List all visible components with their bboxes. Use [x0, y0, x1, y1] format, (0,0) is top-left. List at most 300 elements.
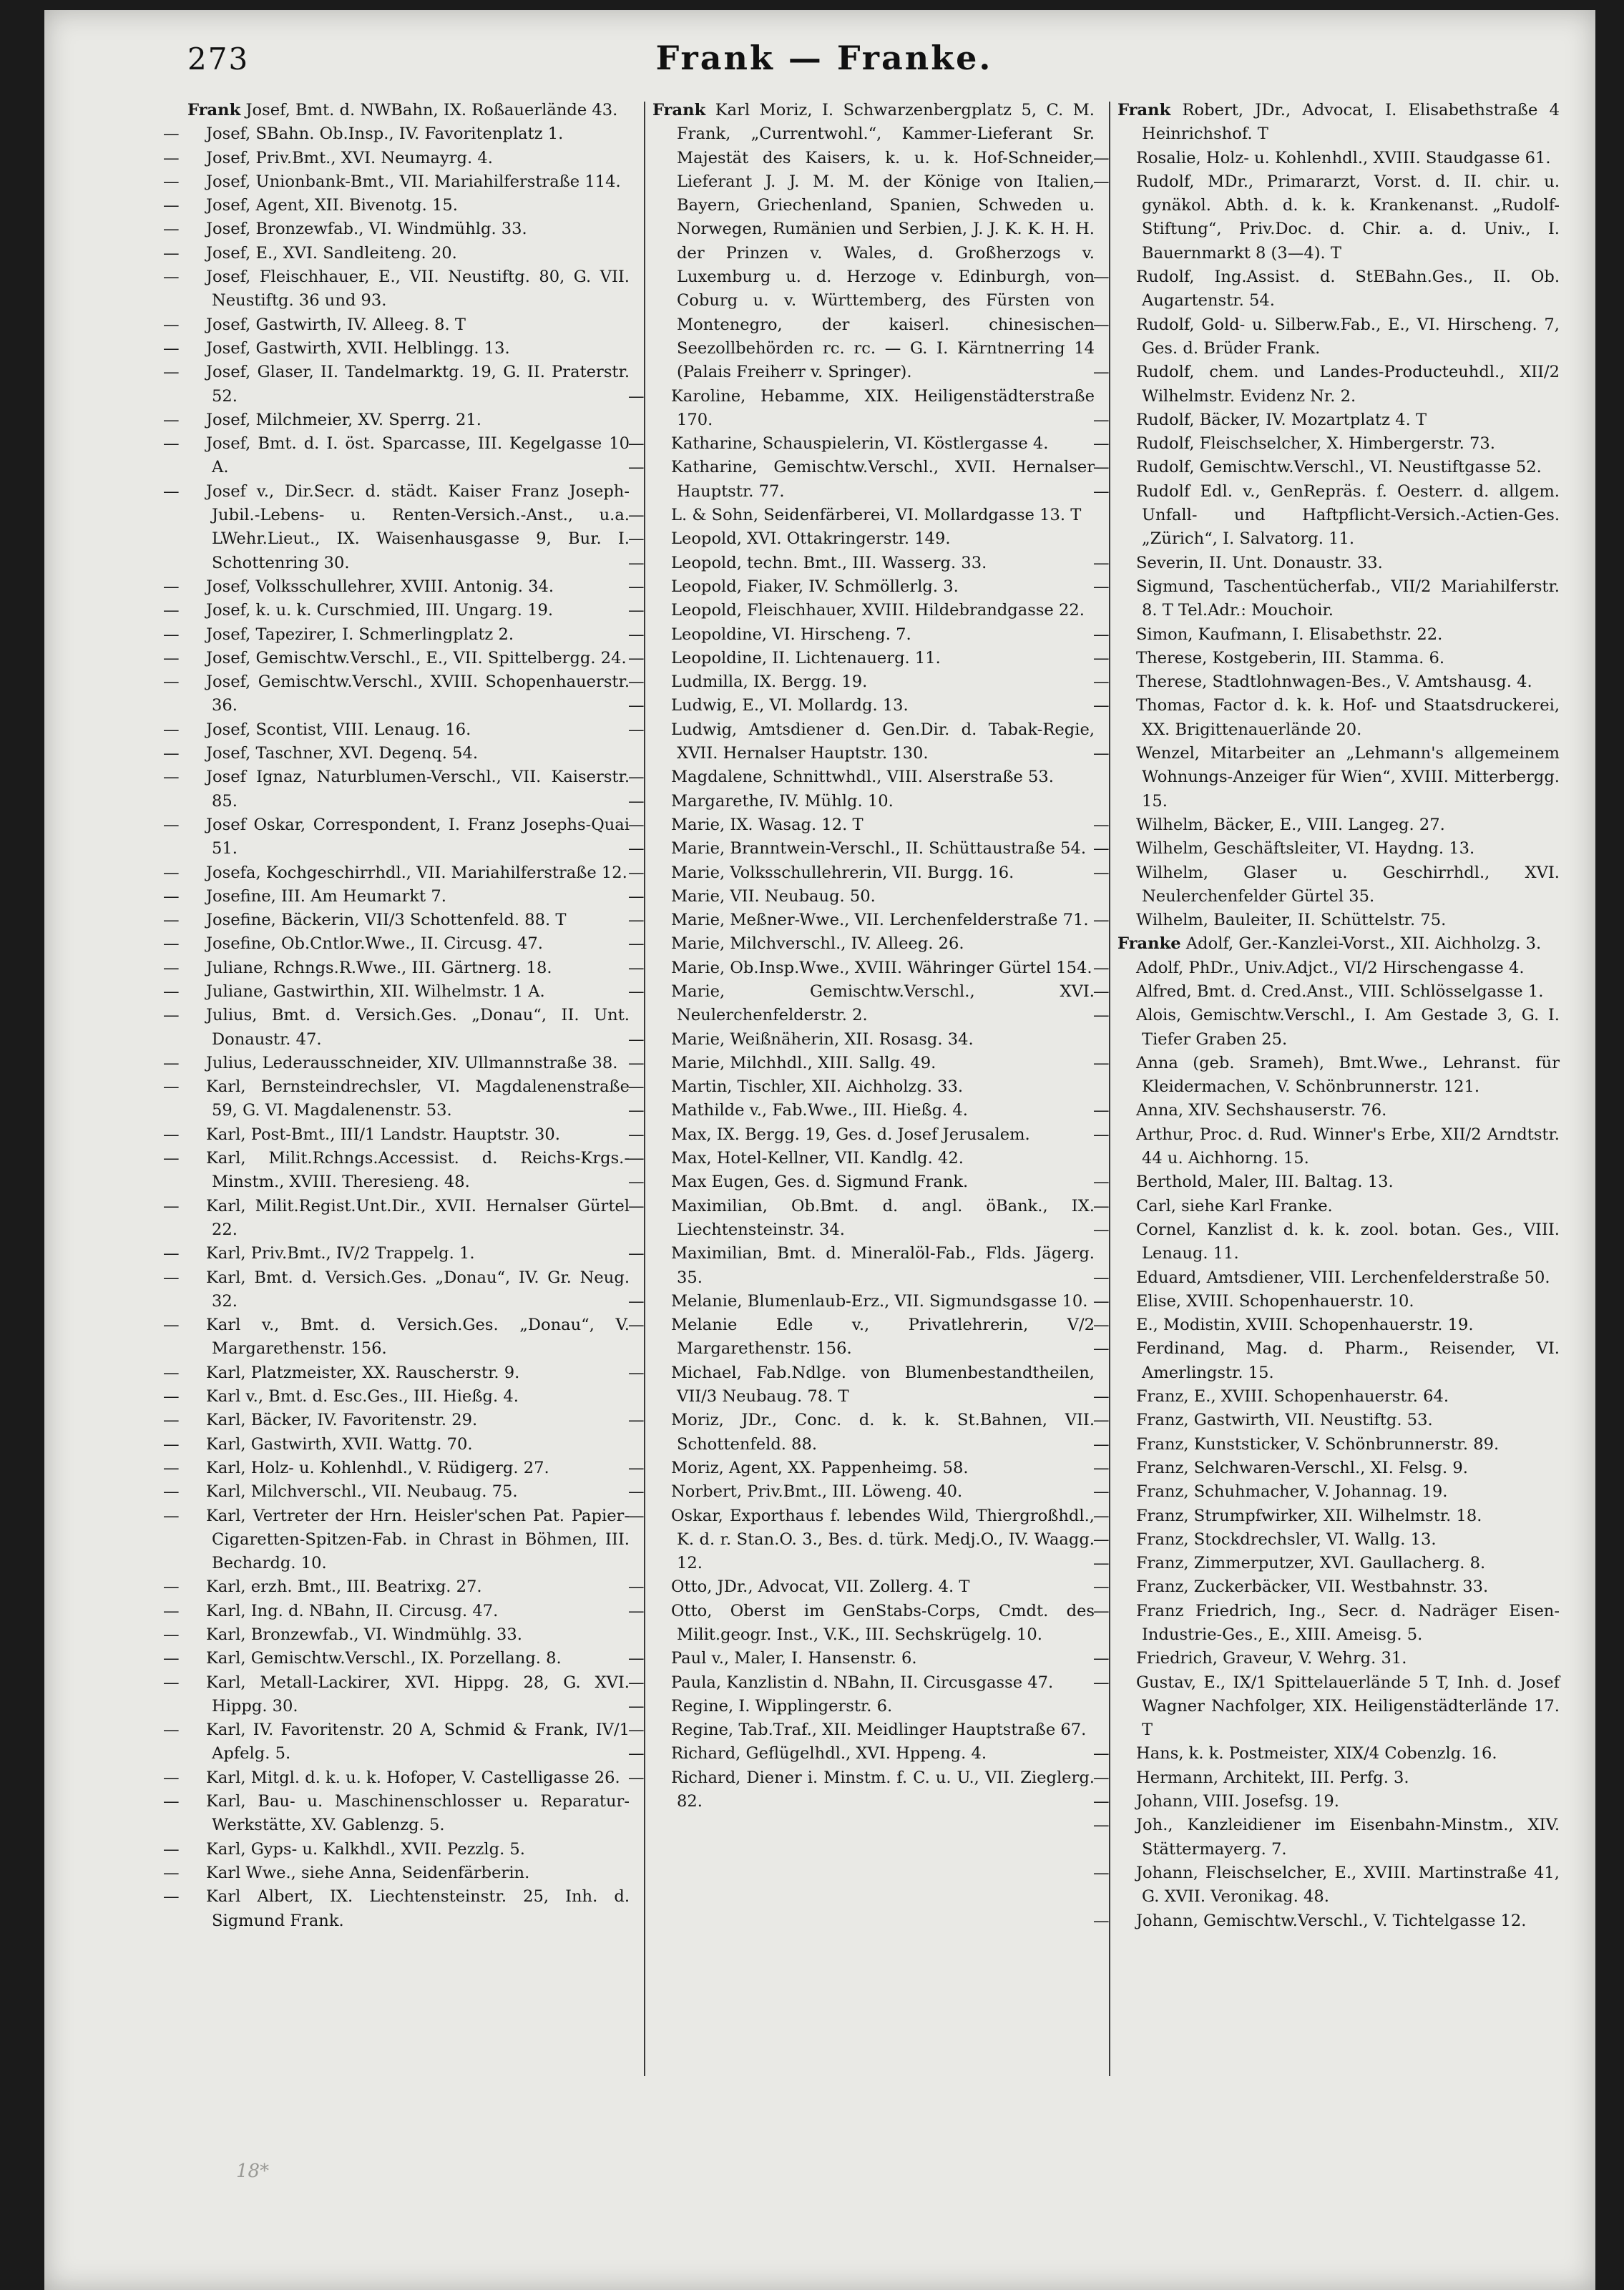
- directory-entry: [1093, 1528, 1560, 1552]
- ditto-dash: —: [163, 648, 180, 667]
- entry-text: Leopold, Fiaker, IV. Schmöllerlg. 3.: [671, 577, 959, 596]
- entry-text: Rudolf, Ing.Assist. d. StEBahn.Ges., II. Ob. Augartenstr. 54.: [1136, 268, 1560, 310]
- page-header: [187, 37, 1461, 87]
- entry-text: Leopoldine, VI. Hirscheng. 7.: [671, 625, 911, 644]
- directory-entry: [163, 718, 630, 742]
- directory-entry: [163, 1123, 630, 1147]
- entry-text: Rudolf, chem. und Landes-Producteuhdl., XII/2 Wilhelmstr. Evidenz Nr. 2.: [1136, 363, 1560, 406]
- ditto-dash: —: [628, 1744, 645, 1763]
- ditto-dash: —: [163, 172, 180, 191]
- directory-entry: [628, 1361, 1095, 1409]
- directory-entry: [1093, 552, 1560, 575]
- entry-text: Rosalie, Holz- u. Kohlenhdl., XVIII. Staudgasse 61.: [1136, 148, 1551, 167]
- ditto-dash: —: [1093, 434, 1110, 454]
- ditto-dash: —: [163, 410, 180, 429]
- entry-text: Josef, Glaser, II. Tandelmarktg. 19, G. II. Praterstr. 52.: [206, 363, 630, 406]
- directory-entry: [1093, 408, 1560, 432]
- directory-entry: [163, 1766, 630, 1790]
- entry-text: Ferdinand, Mag. d. Pharm., Reisender, VI. Amerlingstr. 15.: [1136, 1339, 1560, 1382]
- ditto-dash: —: [628, 386, 645, 406]
- directory-entry: [1093, 456, 1560, 479]
- directory-entry: [1093, 861, 1560, 909]
- entry-text: Berthold, Maler, III. Baltag. 13.: [1136, 1173, 1394, 1192]
- directory-entry: [628, 1075, 1095, 1099]
- directory-entry: [1093, 1409, 1560, 1432]
- directory-entry: [628, 1600, 1095, 1648]
- directory-entry: [163, 217, 630, 241]
- ditto-dash: —: [163, 1268, 180, 1287]
- directory-entry: [1093, 170, 1560, 265]
- entry-text: Josef, Tapezirer, I. Schmerlingplatz 2.: [206, 625, 514, 644]
- entry-text: Marie, Weißnäherin, XII. Rosasg. 34.: [671, 1029, 974, 1049]
- ditto-dash: —: [1093, 696, 1110, 715]
- directory-entry: [163, 337, 630, 361]
- entry-text: Franz, Zuckerbäcker, VII. Westbahnstr. 33.: [1136, 1577, 1489, 1597]
- ditto-dash: —: [1093, 1268, 1110, 1287]
- entry-text: Franz, Kunststicker, V. Schönbrunnerstr. 89.: [1136, 1434, 1500, 1454]
- directory-entry: [1093, 980, 1560, 1004]
- entry-text: Karl, Holz- u. Kohlenhdl., V. Rüdigerg. 27.: [206, 1458, 549, 1477]
- directory-entry: [163, 1790, 630, 1838]
- directory-entry: [628, 552, 1095, 575]
- entry-text: Josef, Scontist, VIII. Lenaug. 16.: [206, 720, 471, 739]
- ditto-dash: —: [1093, 1577, 1110, 1597]
- directory-entry: [1093, 1742, 1560, 1766]
- ditto-dash: —: [1093, 553, 1110, 572]
- ditto-dash: —: [628, 886, 645, 906]
- entry-text: Magdalene, Schnittwhdl., VIII. Alserstraße 53.: [671, 768, 1054, 787]
- entry-text: Alois, Gemischtw.Verschl., I. Am Gestade 3, G. I. Tiefer Graben 25.: [1136, 1006, 1560, 1049]
- entry-text: Leopold, XVI. Ottakringerstr. 149.: [671, 529, 951, 549]
- ditto-dash: —: [163, 958, 180, 977]
- directory-entry: [163, 932, 630, 956]
- entry-text: Paula, Kanzlistin d. NBahn, II. Circusgasse 47.: [671, 1673, 1054, 1692]
- ditto-dash: —: [1093, 863, 1110, 882]
- ditto-dash: —: [1093, 911, 1110, 930]
- entry-text: Josef, Taschner, XVI. Degenq. 54.: [206, 744, 479, 763]
- directory-entry: [163, 980, 630, 1004]
- ditto-dash: —: [628, 625, 645, 644]
- entry-text: Therese, Stadtlohnwagen-Bes., V. Amtshausg. 4.: [1136, 672, 1532, 692]
- directory-entry: [163, 1242, 630, 1266]
- entry-text: Adolf, PhDr., Univ.Adjct., VI/2 Hirschengasse 4.: [1136, 958, 1525, 977]
- entry-text: Karl, Milchverschl., VII. Neubaug. 75.: [206, 1482, 518, 1502]
- ditto-dash: —: [1093, 1554, 1110, 1573]
- ditto-dash: —: [628, 958, 645, 977]
- directory-entry: [628, 1028, 1095, 1052]
- ditto-dash: —: [628, 1577, 645, 1597]
- entry-text: Franz Friedrich, Ing., Secr. d. Nadräger Eisen-Industrie-Ges., E., XIII. Ameisg. 5.: [1136, 1601, 1560, 1644]
- directory-entry: [628, 1242, 1095, 1290]
- ditto-dash: —: [163, 911, 180, 930]
- ditto-dash: —: [628, 1411, 645, 1430]
- ditto-dash: —: [1093, 648, 1110, 667]
- directory-entry: [1093, 147, 1560, 170]
- ditto-dash: —: [1093, 1649, 1110, 1668]
- ditto-dash: —: [628, 815, 645, 834]
- ditto-dash: —: [628, 601, 645, 620]
- entry-text: Thomas, Factor d. k. k. Hof- und Staatsdruckerei, XX. Brigittenauerlände 20.: [1136, 696, 1560, 739]
- entry-text: Anna (geb. Srameh), Bmt.Wwe., Lehranst. für Kleidermachen, V. Schönbrunnerstr. 121.: [1136, 1053, 1560, 1097]
- ditto-dash: —: [628, 1173, 645, 1192]
- directory-entry: [1093, 647, 1560, 670]
- ditto-dash: —: [628, 1053, 645, 1072]
- directory-entry: [163, 361, 630, 408]
- entry-text: Franz, Gastwirth, VII. Neustiftg. 53.: [1136, 1411, 1433, 1430]
- ditto-dash: —: [163, 363, 180, 382]
- directory-entry: [1093, 1123, 1560, 1171]
- directory-entry: [163, 1600, 630, 1623]
- ditto-dash: —: [163, 672, 180, 692]
- ditto-dash: —: [163, 625, 180, 644]
- entry-text: Wilhelm, Geschäftsleiter, VI. Haydng. 13.: [1136, 839, 1475, 858]
- ditto-dash: —: [628, 1196, 645, 1215]
- entry-text: Franz, E., XVIII. Schopenhauerstr. 64.: [1136, 1387, 1449, 1406]
- entry-text: Alfred, Bmt. d. Cred.Anst., VIII. Schlösselgasse 1.: [1136, 982, 1544, 1001]
- directory-entry: [628, 623, 1095, 647]
- directory-columns: [163, 99, 1568, 2102]
- entry-text: Johann, Gemischtw.Verschl., V. Tichtelgasse 12.: [1136, 1911, 1527, 1930]
- entry-text: Josef, Agent, XII. Bivenotg. 15.: [206, 196, 458, 215]
- entry-text: Sigmund, Taschentücherfab., VII/2 Mariahilferstr. 8. T Tel.Adr.: Mouchoir.: [1136, 577, 1560, 620]
- entry-text: Moriz, JDr., Conc. d. k. k. St.Bahnen, VII. Schottenfeld. 88.: [671, 1411, 1095, 1454]
- directory-entry: [628, 1409, 1095, 1457]
- entry-text: Karl, Gyps- u. Kalkhdl., XVII. Pezzlg. 5.: [206, 1839, 525, 1859]
- entry-text: Josef, Gemischtw.Verschl., XVIII. Schopenhauerstr. 36.: [206, 672, 630, 715]
- directory-entry: [628, 1052, 1095, 1075]
- ditto-dash: —: [1093, 1744, 1110, 1763]
- ditto-dash: —: [163, 720, 180, 739]
- ditto-dash: —: [628, 863, 645, 882]
- ditto-dash: —: [1093, 1173, 1110, 1192]
- directory-entry: [163, 1575, 630, 1599]
- entry-text: Karl, Priv.Bmt., IV/2 Trappelg. 1.: [206, 1244, 475, 1263]
- ditto-dash: —: [628, 1768, 645, 1787]
- directory-entry: [163, 1195, 630, 1243]
- entry-text: Karl Moriz, I. Schwarzenbergplatz 5, C. M. Frank, „Currentwohl.“, Kammer-Lieferant Sr. Majestät des Kaisers, k. u. k. Hof-Schneider, Lieferant J. J. M. M. der Könige von Italien, Bayern, Griechenland, Spanien, Schweden u. Norwegen, Rumänien und Serbien, J. J. K. K. H. H. der Prinzen v. Wales, d. Großherzogs v. Luxemburg u. d. Herzoge v. Edinburgh, von Coburg u. v. Württemberg, des Fürsten von Montenegro, der kaiserl. chinesischen Seezollbehörden rc. rc. — G. I. Kärntnerring 14 (Palais Freiherr v. Springer).: [677, 101, 1095, 382]
- ditto-dash: —: [628, 672, 645, 692]
- entry-text: Josef, SBahn. Ob.Insp., IV. Favoritenplatz 1.: [206, 124, 564, 144]
- ditto-dash: —: [163, 220, 180, 239]
- ditto-dash: —: [628, 1291, 645, 1311]
- directory-entry: [628, 790, 1095, 813]
- ditto-dash: —: [1093, 1816, 1110, 1835]
- entry-text: Anna, XIV. Sechshauserstr. 76.: [1136, 1101, 1387, 1120]
- entry-surname: Franke: [1117, 934, 1181, 954]
- entry-text: Josef v., Dir.Secr. d. städt. Kaiser Franz Joseph-Jubil.-Lebens- u. Renten-Versich.-Anst., u.a. LWehr.Lieut., IX. Waisenhausgasse 9, Bur. I. Schottenring 30.: [206, 481, 630, 572]
- ditto-dash: —: [628, 839, 645, 858]
- ditto-dash: —: [163, 268, 180, 287]
- ditto-dash: —: [1093, 1125, 1110, 1144]
- entry-text: Wilhelm, Bauleiter, II. Schüttelstr. 75.: [1136, 911, 1447, 930]
- directory-entry: [1093, 1266, 1560, 1290]
- entry-text: Carl, siehe Karl Franke.: [1136, 1196, 1333, 1215]
- directory-entry: [163, 1885, 630, 1933]
- entry-text: Karl, Vertreter der Hrn. Heisler'schen Pat. Papier-Cigaretten-Spitzen-Fab. in Chrast in Böhmen, III. Bechardg. 10.: [206, 1506, 630, 1573]
- directory-entry: [163, 599, 630, 622]
- ditto-dash: —: [163, 1434, 180, 1454]
- directory-entry: [163, 623, 630, 647]
- ditto-dash: —: [163, 1887, 180, 1907]
- directory-entry: [628, 527, 1095, 551]
- entry-text: Karl, Metall-Lackirer, XVI. Hippg. 28, G. XVI. Hippg. 30.: [206, 1673, 630, 1716]
- ditto-dash: —: [163, 1839, 180, 1859]
- entry-text: Cornel, Kanzlist d. k. k. zool. botan. Ges., VIII. Lenaug. 11.: [1136, 1220, 1560, 1263]
- signature-mark: 18*: [236, 2161, 270, 2182]
- ditto-dash: —: [1093, 1458, 1110, 1477]
- directory-entry: [163, 1052, 630, 1075]
- entry-text: Karl, Platzmeister, XX. Rauscherstr. 9.: [206, 1363, 520, 1382]
- entry-text: Ludwig, E., VI. Mollardg. 13.: [671, 696, 909, 715]
- entry-text: Josefa, Kochgeschirrhdl., VII. Mariahilferstraße 12.: [206, 863, 627, 882]
- ditto-dash: —: [1093, 1911, 1110, 1930]
- directory-entry: [163, 765, 630, 813]
- ditto-dash: —: [628, 1077, 645, 1097]
- directory-entry: [628, 861, 1095, 885]
- ditto-dash: —: [1093, 1482, 1110, 1502]
- ditto-dash: —: [628, 1149, 645, 1168]
- entry-text: Juliane, Gastwirthin, XII. Wilhelmstr. 1 A.: [206, 982, 545, 1001]
- directory-entry: [628, 1695, 1095, 1718]
- directory-entry: [163, 432, 630, 480]
- directory-entry: [1093, 1457, 1560, 1480]
- entry-text: Hermann, Architekt, III. Perfg. 3.: [1136, 1768, 1409, 1787]
- ditto-dash: —: [163, 434, 180, 454]
- ditto-dash: —: [1093, 839, 1110, 858]
- entry-text: Johann, Fleischselcher, E., XVIII. Martinstraße 41, G. XVII. Veronikag. 48.: [1136, 1863, 1560, 1907]
- directory-entry: [628, 718, 1095, 766]
- ditto-dash: —: [628, 696, 645, 715]
- directory-entry: [1093, 1004, 1560, 1052]
- entry-text: Marie, Meßner-Wwe., VII. Lerchenfelderstraße 71.: [671, 911, 1089, 930]
- entry-surname: Frank: [1117, 101, 1171, 119]
- entry-text: Rudolf, Bäcker, IV. Mozartplatz 4. T: [1136, 410, 1427, 429]
- running-title: Frank — Franke.: [655, 39, 993, 77]
- entry-text: Martin, Tischler, XII. Aichholzg. 33.: [671, 1077, 964, 1097]
- entry-text: Max, IX. Bergg. 19, Ges. d. Josef Jerusalem.: [671, 1125, 1030, 1144]
- ditto-dash: —: [163, 601, 180, 620]
- directory-entry: [652, 99, 1095, 385]
- directory-entry: [1093, 1337, 1560, 1385]
- entry-text: Johann, VIII. Josefsg. 19.: [1136, 1792, 1339, 1811]
- entry-text: Franz, Zimmerputzer, XVI. Gaullacherg. 8.: [1136, 1554, 1486, 1573]
- directory-entry: [1093, 1313, 1560, 1337]
- ditto-dash: —: [1093, 1768, 1110, 1787]
- entry-text: Karl v., Bmt. d. Versich.Ges. „Donau“, V. Margarethenstr. 156.: [206, 1316, 630, 1359]
- ditto-dash: —: [163, 1721, 180, 1740]
- directory-entry: [1093, 1575, 1560, 1599]
- ditto-dash: —: [163, 1363, 180, 1382]
- entry-text: Paul v., Maler, I. Hansenstr. 6.: [671, 1649, 917, 1668]
- entry-text: Michael, Fab.Ndlge. von Blumenbestandtheilen, VII/3 Neubaug. 78. T: [671, 1363, 1095, 1406]
- directory-entry: [628, 599, 1095, 622]
- directory-entry: [1093, 956, 1560, 980]
- ditto-dash: —: [628, 1506, 645, 1525]
- ditto-dash: —: [1093, 1006, 1110, 1025]
- ditto-dash: —: [628, 791, 645, 811]
- ditto-dash: —: [628, 577, 645, 596]
- directory-entry: [1093, 1814, 1560, 1861]
- entry-text: Maximilian, Bmt. d. Mineralöl-Fab., Flds. Jägerg. 35.: [671, 1244, 1095, 1287]
- entry-text: Josefine, Bäckerin, VII/3 Schottenfeld. 88. T: [206, 911, 567, 930]
- directory-entry: [628, 1742, 1095, 1766]
- ditto-dash: —: [1093, 1316, 1110, 1335]
- entry-text: Karl, Gemischtw.Verschl., IX. Porzellang. 8.: [206, 1649, 562, 1668]
- entry-text: Wilhelm, Glaser u. Geschirrhdl., XVI. Neulerchenfelder Gürtel 35.: [1136, 863, 1560, 906]
- entry-text: Leopoldine, II. Lichtenauerg. 11.: [671, 648, 941, 667]
- entry-text: Karl Albert, IX. Liechtensteinstr. 25, Inh. d. Sigmund Frank.: [206, 1887, 630, 1930]
- entry-text: Marie, Ob.Insp.Wwe., XVIII. Währinger Gürtel 154.: [671, 958, 1092, 977]
- directory-entry: [163, 1266, 630, 1314]
- directory-entry: [163, 742, 630, 765]
- ditto-dash: —: [1093, 148, 1110, 167]
- entry-text: Max, Hotel-Kellner, VII. Kandlg. 42.: [671, 1149, 964, 1168]
- ditto-dash: —: [628, 506, 645, 525]
- entry-text: Josef, Priv.Bmt., XVI. Neumayrg. 4.: [206, 148, 493, 167]
- directory-entry: [1093, 265, 1560, 313]
- ditto-dash: —: [163, 886, 180, 906]
- entry-text: Leopold, techn. Bmt., III. Wasserg. 33.: [671, 553, 987, 572]
- ditto-dash: —: [163, 1387, 180, 1406]
- directory-entry: [163, 1457, 630, 1480]
- ditto-dash: —: [628, 553, 645, 572]
- column-1: [163, 99, 630, 2088]
- entry-text: Josef Oskar, Correspondent, I. Franz Josephs-Quai 51.: [206, 815, 630, 858]
- directory-entry: [1093, 1909, 1560, 1933]
- ditto-dash: —: [1093, 1434, 1110, 1454]
- directory-entry: [1093, 1195, 1560, 1218]
- entry-text: Oskar, Exporthaus f. lebendes Wild, Thiergroßhdl., K. d. r. Stan.O. 3., Bes. d. türk. Medj.O., IV. Waagg. 12.: [671, 1506, 1095, 1573]
- directory-entry: [163, 647, 630, 670]
- directory-entry: [628, 1480, 1095, 1504]
- ditto-dash: —: [163, 1601, 180, 1620]
- ditto-dash: —: [163, 1149, 180, 1168]
- directory-entry: [1093, 1480, 1560, 1504]
- ditto-dash: —: [628, 1244, 645, 1263]
- directory-entry: [1093, 623, 1560, 647]
- entry-text: Rudolf, Gemischtw.Verschl., VI. Neustiftgasse 52.: [1136, 458, 1542, 477]
- directory-entry: [163, 1647, 630, 1670]
- ditto-dash: —: [1093, 1339, 1110, 1359]
- directory-entry: [1093, 1385, 1560, 1409]
- entry-text: Karl, Bernsteindrechsler, VI. Magdalenenstraße 59, G. VI. Magdalenenstr. 53.: [206, 1077, 630, 1120]
- directory-entry: [628, 575, 1095, 599]
- entry-text: Severin, II. Unt. Donaustr. 33.: [1136, 553, 1383, 572]
- entry-text: Franz, Schuhmacher, V. Johannag. 19.: [1136, 1482, 1448, 1502]
- directory-entry: [1093, 909, 1560, 932]
- entry-text: Karl, IV. Favoritenstr. 20 A, Schmid & Frank, IV/1 Apfelg. 5.: [206, 1721, 630, 1763]
- entry-text: Josef, Gastwirth, IV. Alleeg. 8. T: [206, 315, 466, 334]
- ditto-dash: —: [1093, 1101, 1110, 1120]
- entry-text: Marie, Gemischtw.Verschl., XVI. Neulerchenfelderstr. 2.: [671, 982, 1095, 1025]
- entry-text: Rudolf, MDr., Primararzt, Vorst. d. II. chir. u. gynäkol. Abth. d. k. k. Krankenanst. „Rudolf-Stiftung“, Priv.Doc. d. Chir. a. d. Univ., I. Bauernmarkt 8 (3—4). T: [1136, 172, 1560, 263]
- ditto-dash: —: [628, 529, 645, 549]
- entry-text: E., Modistin, XVIII. Schopenhauerstr. 19.: [1136, 1316, 1474, 1335]
- entry-text: Simon, Kaufmann, I. Elisabethstr. 22.: [1136, 625, 1443, 644]
- ditto-dash: —: [163, 1768, 180, 1787]
- entry-text: Josef, Volksschullehrer, XVIII. Antonig. 34.: [206, 577, 554, 596]
- directory-entry: [163, 575, 630, 599]
- entry-text: Julius, Lederausschneider, XIV. Ullmannstraße 38.: [206, 1053, 618, 1072]
- directory-entry: [628, 1123, 1095, 1147]
- ditto-dash: —: [628, 1721, 645, 1740]
- entry-surname: Frank: [652, 101, 706, 119]
- ditto-dash: —: [163, 1792, 180, 1811]
- ditto-dash: —: [628, 1029, 645, 1049]
- directory-entry: [1093, 1218, 1560, 1266]
- entry-text: Norbert, Priv.Bmt., III. Löweng. 40.: [671, 1482, 963, 1502]
- ditto-dash: —: [628, 982, 645, 1001]
- entry-text: Rudolf, Gold- u. Silberw.Fab., E., VI. Hirscheng. 7, Ges. d. Brüder Frank.: [1136, 315, 1560, 358]
- directory-entry: [628, 1290, 1095, 1313]
- ditto-dash: —: [1093, 172, 1110, 191]
- entry-text: Maximilian, Ob.Bmt. d. angl. öBank., IX. Liechtensteinstr. 34.: [671, 1196, 1095, 1239]
- directory-entry: [1093, 1433, 1560, 1457]
- directory-entry: [628, 1718, 1095, 1742]
- directory-entry: [1093, 670, 1560, 694]
- directory-entry: [163, 909, 630, 932]
- entry-text: Juliane, Rchngs.R.Wwe., III. Gärtnerg. 18.: [206, 958, 552, 977]
- entry-text: Karl, erzh. Bmt., III. Beatrixg. 27.: [206, 1577, 482, 1597]
- entry-text: Josef, Bmt. d. NWBahn, IX. Roßauerlände 43.: [245, 101, 618, 119]
- ditto-dash: —: [163, 481, 180, 501]
- directory-entry: [163, 1504, 630, 1576]
- ditto-dash: —: [628, 934, 645, 954]
- entry-text: Josef, Milchmeier, XV. Sperrg. 21.: [206, 410, 481, 429]
- directory-entry: [187, 99, 630, 122]
- ditto-dash: —: [628, 648, 645, 667]
- entry-text: Karl, Gastwirth, XVII. Wattg. 70.: [206, 1434, 473, 1454]
- entry-text: Marie, Branntwein-Verschl., II. Schüttaustraße 54.: [671, 839, 1087, 858]
- directory-entry: [628, 1195, 1095, 1243]
- ditto-dash: —: [163, 1077, 180, 1097]
- directory-entry: [1093, 1766, 1560, 1790]
- directory-entry: [628, 1766, 1095, 1814]
- ditto-dash: —: [628, 1316, 645, 1335]
- directory-entry: [628, 813, 1095, 837]
- ditto-dash: —: [1093, 982, 1110, 1001]
- directory-entry: [163, 1147, 630, 1195]
- directory-entry: [628, 909, 1095, 932]
- entry-text: Katharine, Schauspielerin, VI. Köstlergasse 4.: [671, 434, 1049, 454]
- entry-text: Hans, k. k. Postmeister, XIX/4 Cobenzlg. 16.: [1136, 1744, 1497, 1763]
- ditto-dash: —: [1093, 481, 1110, 501]
- ditto-dash: —: [163, 1506, 180, 1525]
- directory-entry: [628, 956, 1095, 980]
- ditto-dash: —: [1093, 625, 1110, 644]
- ditto-dash: —: [628, 434, 645, 454]
- directory-entry: [1093, 1099, 1560, 1122]
- directory-entry: [1117, 99, 1560, 147]
- entry-text: Therese, Kostgeberin, III. Stamma. 6.: [1136, 648, 1445, 667]
- ditto-dash: —: [1093, 744, 1110, 763]
- directory-entry: [1093, 480, 1560, 552]
- ditto-dash: —: [163, 1673, 180, 1692]
- entry-text: Richard, Geflügelhdl., XVI. Hppeng. 4.: [671, 1744, 987, 1763]
- directory-entry: [163, 1838, 630, 1861]
- ditto-dash: —: [163, 124, 180, 144]
- ditto-dash: —: [163, 768, 180, 787]
- directory-entry: [163, 1385, 630, 1409]
- ditto-dash: —: [1093, 1863, 1110, 1882]
- page-number: 273: [187, 41, 250, 77]
- entry-text: Josef Ignaz, Naturblumen-Verschl., VII. Kaiserstr. 85.: [206, 768, 630, 811]
- entry-text: Ludwig, Amtsdiener d. Gen.Dir. d. Tabak-Regie, XVII. Hernalser Hauptstr. 130.: [671, 720, 1095, 763]
- entry-text: Karl, Ing. d. NBahn, II. Circusg. 47.: [206, 1601, 499, 1620]
- directory-entry: [1093, 432, 1560, 456]
- ditto-dash: —: [1093, 958, 1110, 977]
- directory-entry: [163, 861, 630, 885]
